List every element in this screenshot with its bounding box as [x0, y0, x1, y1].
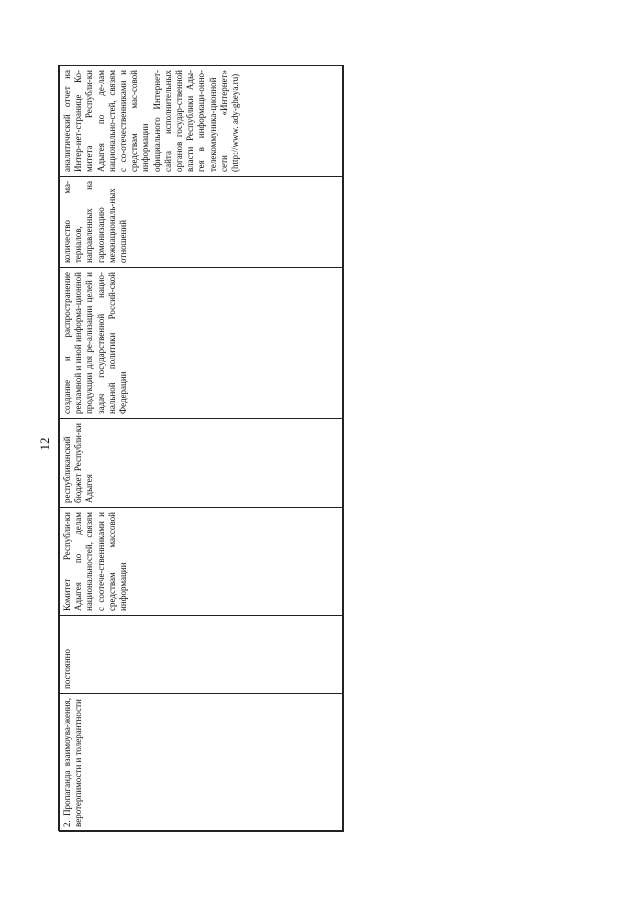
funding-cell: республиканский бюджет Республи-ки Адыгея	[60, 419, 344, 508]
responsible-cell: Комитет Республи-ки Адыгея по делам национальностей, связям с соотече-ственниками и средствам массовой информации	[60, 508, 344, 616]
rotated-table-content	[59, 66, 344, 832]
report-cell: аналитический отчет на Интер-нет-странице Ко-митета Республи-ки Адыгея по де-лам национально-стей, связям с со-отечественниками и средствам мас-совой информации официального Интернет-сайта исполнительных органов государ-ственной власти Республики Ады-гея в информаци-онно-телекоммуника-ционной сети «Интернет» (http://www. ady-gheya.ru)	[60, 66, 344, 177]
activities-table	[58, 65, 343, 831]
activities-grid	[59, 65, 344, 832]
indicator-cell: количество ма-териалов, направленных на гармонизацию межнациональ-ных отношений	[60, 177, 344, 268]
page-number: 12	[37, 437, 52, 451]
table-row	[60, 66, 344, 832]
description-cell: создание и распространение рекламной и иной информа-ционной продукции для ре-ализации целей и задач государственной нацио-нальной политики Россий-ской Федерации	[60, 268, 344, 419]
period-cell: постоянно	[60, 616, 344, 694]
activity-cell: 2. Пропаганда взаимоува-жения, веротерпимости и толерантности	[60, 694, 344, 832]
